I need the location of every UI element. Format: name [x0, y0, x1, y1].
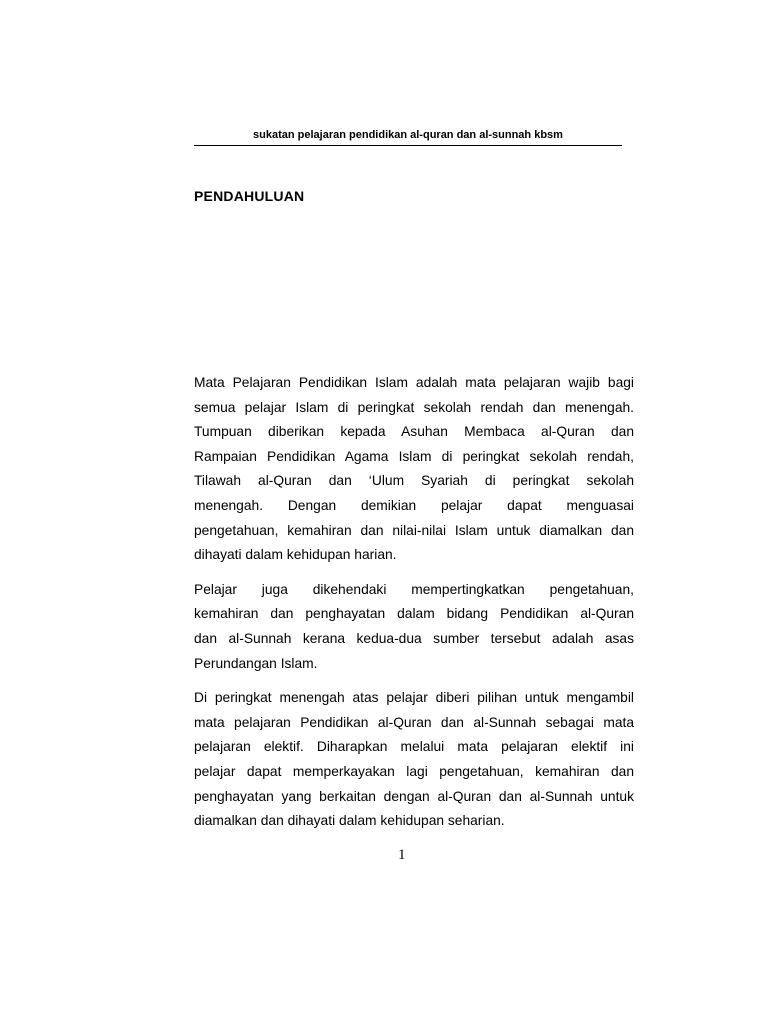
paragraph-line: Tilawah al-Quran dan ‘Ulum Syariah di peringkat sekolah: [194, 473, 634, 489]
body-text: [194, 371, 634, 844]
paragraph-1: [194, 371, 634, 568]
paragraph-line: pelajaran elektif. Diharapkan melalui mata pelajaran elektif ini: [194, 739, 634, 755]
section-heading: PENDAHULUAN: [194, 188, 305, 204]
paragraph-line: Tumpuan diberikan kepada Asuhan Membaca al-Quran dan: [194, 424, 634, 440]
page-number: 1: [398, 847, 406, 863]
paragraph-line: penghayatan yang berkaitan dengan al-Quran dan al-Sunnah untuk: [194, 788, 634, 804]
paragraph-line: Di peringkat menengah atas pelajar diberi pilihan untuk mengambil: [194, 690, 634, 706]
paragraph-line: kemahiran dan penghayatan dalam bidang Pendidikan al-Quran: [194, 606, 634, 622]
paragraph-line: dan al-Sunnah kerana kedua-dua sumber tersebut adalah asas: [194, 630, 634, 646]
paragraph-line: mata pelajaran Pendidikan al-Quran dan al-Sunnah sebagai mata: [194, 714, 634, 730]
paragraph-line: Mata Pelajaran Pendidikan Islam adalah mata pelajaran wajib bagi: [194, 375, 634, 390]
paragraph-2: [194, 578, 634, 676]
paragraph-line: diamalkan dan dihayati dalam kehidupan seharian.: [194, 813, 505, 829]
paragraph-3: [194, 686, 634, 834]
paragraph-line: dihayati dalam kehidupan harian.: [194, 547, 397, 563]
paragraph-line: pengetahuan, kemahiran dan nilai-nilai Islam untuk diamalkan dan: [194, 522, 634, 538]
paragraph-line: pelajar dapat memperkayakan lagi pengetahuan, kemahiran dan: [194, 763, 634, 779]
running-header: sukatan pelajaran pendidikan al-quran dan al-sunnah kbsm: [253, 129, 563, 141]
paragraph-line: Perundangan Islam.: [194, 655, 318, 671]
header-rule: [194, 145, 622, 146]
paragraph-line: menengah. Dengan demikian pelajar dapat menguasai: [194, 497, 634, 513]
paragraph-line: Rampaian Pendidikan Agama Islam di peringkat sekolah rendah,: [194, 448, 634, 464]
paragraph-line: semua pelajar Islam di peringkat sekolah rendah dan menengah.: [194, 399, 634, 415]
paragraph-line: Pelajar juga dikehendaki mempertingkatkan pengetahuan,: [194, 581, 634, 597]
